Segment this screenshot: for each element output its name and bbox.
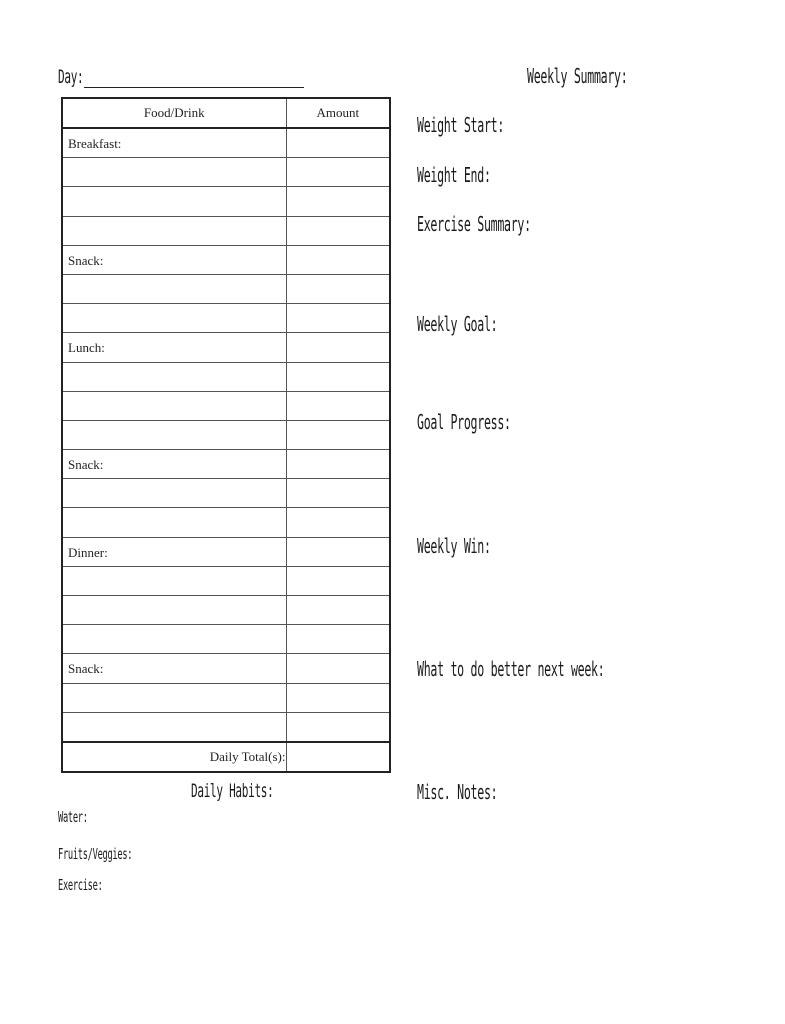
misc-notes-field[interactable] (417, 780, 556, 805)
amount-cell[interactable] (286, 187, 390, 216)
food-cell[interactable] (62, 391, 286, 420)
food-cell[interactable] (62, 479, 286, 508)
weekly-summary-title-text: Weekly Summary: (527, 64, 628, 88)
meal-row (62, 654, 390, 683)
amount-cell[interactable] (286, 128, 390, 158)
goal-progress-field[interactable] (417, 410, 579, 435)
food-cell[interactable] (62, 216, 286, 245)
exercise-summary-field[interactable] (417, 212, 613, 237)
summary-label: Weight Start: (417, 113, 505, 137)
summary-label: Weekly Win: (417, 534, 491, 558)
food-cell[interactable] (62, 158, 286, 187)
meal-label-cell[interactable]: Lunch: (62, 333, 286, 362)
weekly-win-field[interactable] (417, 534, 544, 559)
summary-label: What to do better next week: (417, 657, 605, 681)
meal-row (62, 128, 390, 158)
meal-label-cell[interactable]: Snack: (62, 245, 286, 274)
food-cell[interactable] (62, 362, 286, 391)
meal-label-cell[interactable]: Breakfast: (62, 128, 286, 158)
habit-fruits-veggies[interactable] (58, 845, 186, 864)
amount-cell[interactable] (286, 654, 390, 683)
weight-end-field[interactable] (417, 163, 544, 188)
table-row (62, 712, 390, 742)
daily-habits-title-text: Daily Habits: (191, 780, 274, 802)
table-row (62, 508, 390, 537)
table-row (62, 158, 390, 187)
amount-cell[interactable] (286, 537, 390, 566)
meal-label-cell[interactable]: Snack: (62, 450, 286, 479)
daily-total-row (62, 742, 390, 772)
weekly-goal-field[interactable] (417, 312, 556, 337)
habit-label: Exercise: (58, 876, 103, 894)
summary-label: Misc. Notes: (417, 780, 498, 804)
meal-row (62, 450, 390, 479)
table-row (62, 187, 390, 216)
amount-cell[interactable] (286, 245, 390, 274)
do-better-field[interactable] (417, 657, 740, 682)
table-row (62, 304, 390, 333)
amount-cell[interactable] (286, 274, 390, 303)
table-header-row (62, 98, 390, 128)
food-cell[interactable] (62, 596, 286, 625)
amount-cell[interactable] (286, 712, 390, 742)
amount-cell[interactable] (286, 596, 390, 625)
food-cell[interactable] (62, 712, 286, 742)
table-row (62, 596, 390, 625)
amount-cell[interactable] (286, 420, 390, 449)
food-log-body (62, 128, 390, 742)
meal-label-cell[interactable]: Snack: (62, 654, 286, 683)
table-row (62, 566, 390, 595)
food-cell[interactable] (62, 566, 286, 595)
food-cell[interactable] (62, 625, 286, 654)
food-cell[interactable] (62, 683, 286, 712)
amount-cell[interactable] (286, 362, 390, 391)
meal-row (62, 333, 390, 362)
table-row (62, 274, 390, 303)
food-log-table (61, 97, 391, 773)
summary-label: Weight End: (417, 163, 491, 187)
amount-cell[interactable] (286, 508, 390, 537)
amount-cell[interactable] (286, 391, 390, 420)
daily-total-label: Daily Total(s): (62, 742, 286, 772)
food-cell[interactable] (62, 420, 286, 449)
amount-cell[interactable] (286, 450, 390, 479)
meal-row (62, 537, 390, 566)
habit-water[interactable] (58, 808, 109, 827)
summary-label: Goal Progress: (417, 410, 511, 434)
amount-cell[interactable] (286, 683, 390, 712)
habit-label: Water: (58, 808, 88, 826)
amount-cell[interactable] (286, 479, 390, 508)
amount-cell[interactable] (286, 625, 390, 654)
food-cell[interactable] (62, 304, 286, 333)
day-input-line[interactable] (84, 87, 304, 88)
table-row (62, 479, 390, 508)
table-row (62, 391, 390, 420)
daily-total-cell[interactable] (286, 742, 390, 772)
table-row (62, 420, 390, 449)
table-row (62, 625, 390, 654)
meal-label-cell[interactable]: Dinner: (62, 537, 286, 566)
habit-label: Fruits/Veggies: (58, 845, 133, 863)
amount-cell[interactable] (286, 158, 390, 187)
amount-cell[interactable] (286, 216, 390, 245)
table-row (62, 683, 390, 712)
food-cell[interactable] (62, 508, 286, 537)
food-drink-header: Food/Drink (62, 98, 286, 128)
weight-start-field[interactable] (417, 113, 567, 138)
table-row (62, 216, 390, 245)
food-cell[interactable] (62, 274, 286, 303)
summary-label: Weekly Goal: (417, 312, 498, 336)
amount-cell[interactable] (286, 333, 390, 362)
food-cell[interactable] (62, 187, 286, 216)
weekly-summary-title (527, 64, 700, 89)
table-row (62, 362, 390, 391)
day-field (58, 66, 102, 88)
habit-exercise[interactable] (58, 876, 135, 895)
meal-row (62, 245, 390, 274)
daily-habits-title (191, 780, 333, 803)
summary-label: Exercise Summary: (417, 212, 531, 236)
amount-cell[interactable] (286, 304, 390, 333)
amount-header: Amount (286, 98, 390, 128)
amount-cell[interactable] (286, 566, 390, 595)
day-label: Day: (58, 66, 84, 88)
